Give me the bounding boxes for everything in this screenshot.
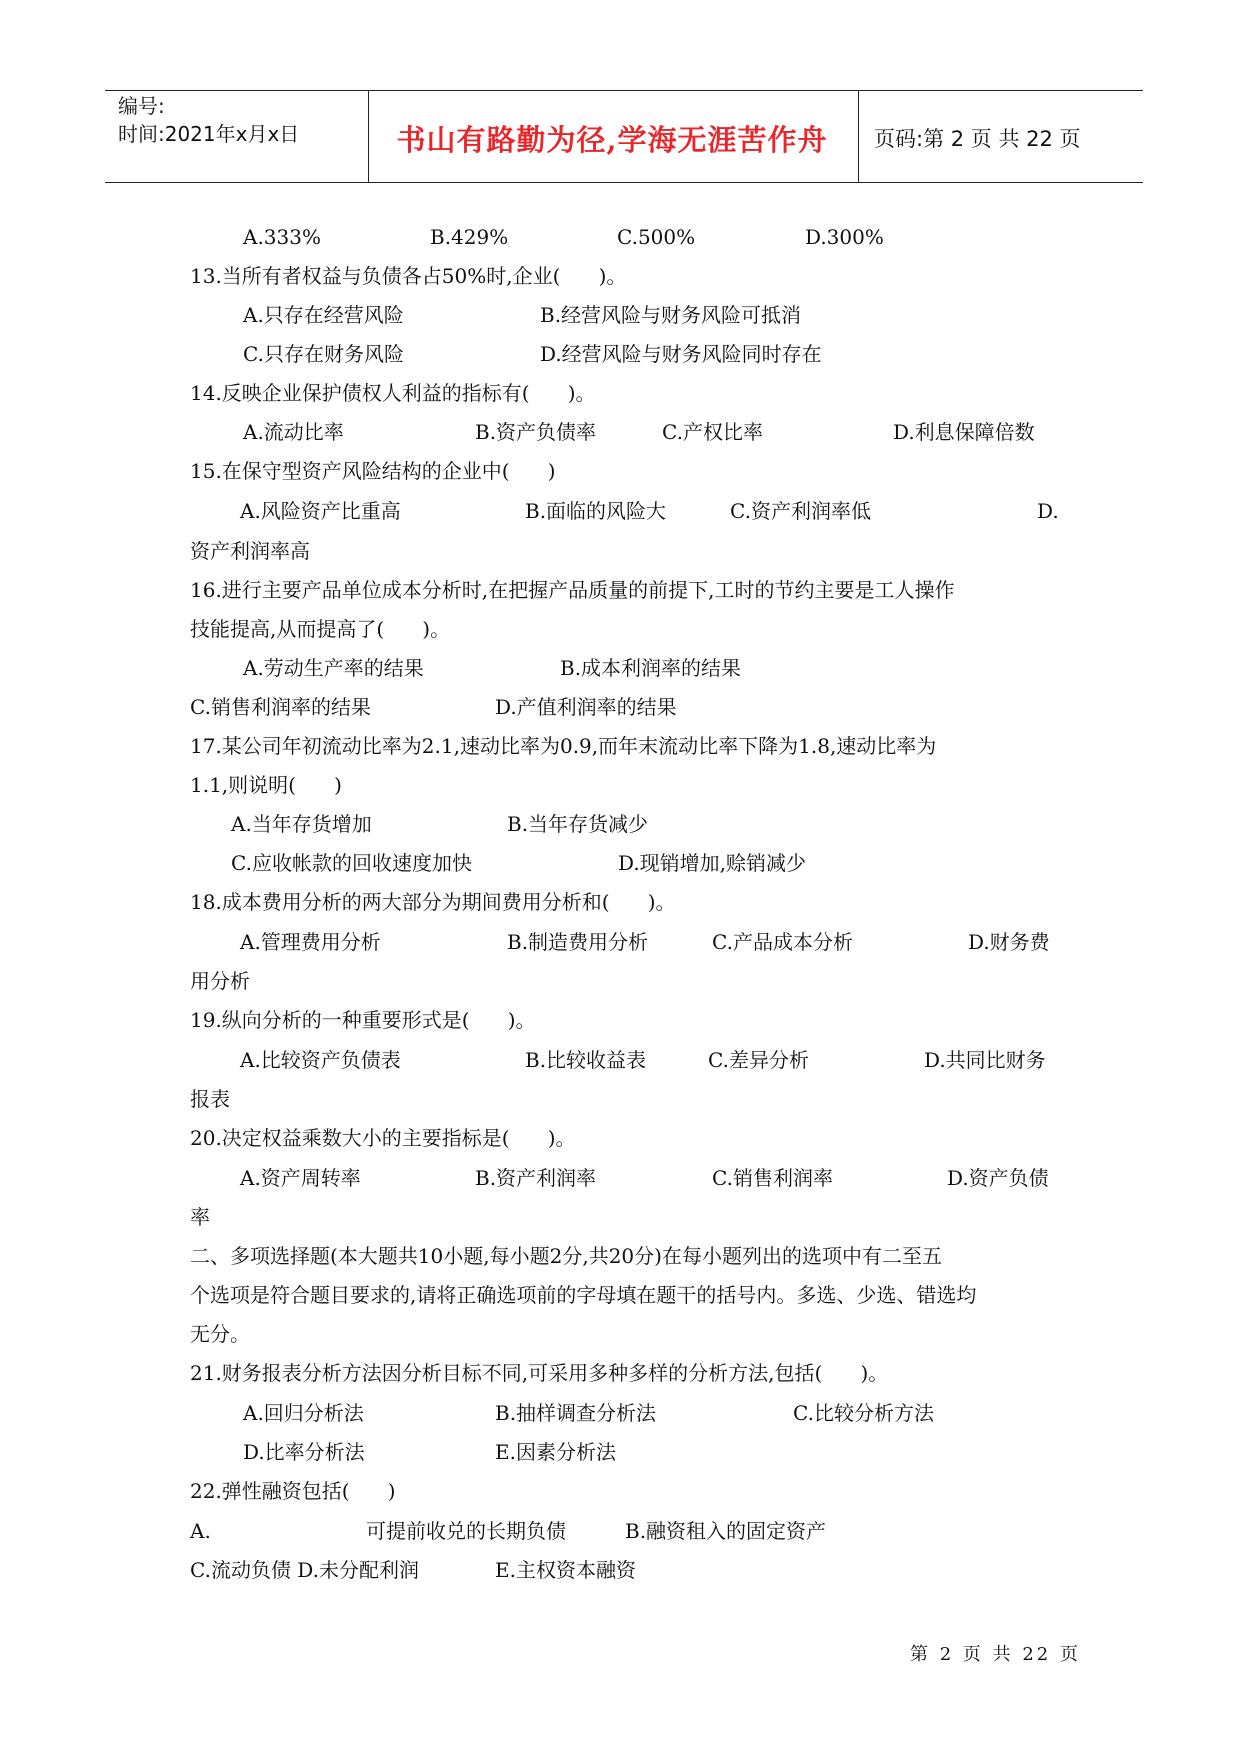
q22-stem: 22.弹性融资包括( )	[190, 1479, 396, 1503]
q19-option-b: B.比较收益表	[525, 1048, 647, 1072]
header-page-label: 页码:第 2 页 共 22 页	[874, 127, 1081, 151]
header-top-rule	[105, 90, 1143, 91]
header-divider-left	[368, 90, 369, 182]
q15-option-d-cont: 资产利润率高	[190, 539, 310, 563]
q19-option-c: C.差异分析	[708, 1048, 809, 1072]
section2-instructions-1: 二、多项选择题(本大题共10小题,每小题2分,共20分)在每小题列出的选项中有二至五	[190, 1244, 942, 1268]
q20-option-b: B.资产利润率	[475, 1166, 597, 1190]
q13-option-b: B.经营风险与财务风险可抵消	[540, 303, 802, 327]
q19-option-d: D.共同比财务	[924, 1048, 1046, 1072]
q17-option-a: A.当年存货增加	[231, 812, 372, 836]
q18-option-d: D.财务费	[968, 930, 1050, 954]
q21-option-e: E.因素分析法	[495, 1440, 616, 1464]
q19-option-d-cont: 报表	[190, 1087, 230, 1111]
q15-option-b: B.面临的风险大	[525, 499, 667, 523]
q18-option-a: A.管理费用分析	[240, 930, 381, 954]
q15-option-a: A.风险资产比重高	[240, 499, 401, 523]
q16-option-d: D.产值利润率的结果	[495, 695, 677, 719]
q13-option-c: C.只存在财务风险	[243, 342, 404, 366]
q12-option-d: D.300%	[805, 225, 884, 249]
q21-stem: 21.财务报表分析方法因分析目标不同,可采用多种多样的分析方法,包括( )。	[190, 1361, 889, 1385]
q16-stem-1: 16.进行主要产品单位成本分析时,在把握产品质量的前提下,工时的节约主要是工人操作	[190, 578, 955, 602]
q14-stem: 14.反映企业保护债权人利益的指标有( )。	[190, 381, 596, 405]
q22-option-a: A.	[190, 1519, 211, 1543]
q13-option-a: A.只存在经营风险	[243, 303, 404, 327]
q21-option-b: B.抽样调查分析法	[495, 1401, 657, 1425]
q17-option-d: D.现销增加,赊销减少	[618, 851, 807, 875]
q12-option-b: B.429%	[430, 225, 509, 249]
q14-option-a: A.流动比率	[243, 420, 344, 444]
q20-option-d: D.资产负债	[947, 1166, 1049, 1190]
q20-option-d-cont: 率	[190, 1205, 210, 1229]
section2-instructions-2: 个选项是符合题目要求的,请将正确选项前的字母填在题干的括号内。多选、少选、错选均	[190, 1283, 977, 1307]
time-label: 时间:2021年x月x日	[118, 122, 300, 146]
q14-option-d: D.利息保障倍数	[893, 420, 1035, 444]
header-bottom-rule	[105, 182, 1143, 183]
q18-option-c: C.产品成本分析	[712, 930, 853, 954]
q20-stem: 20.决定权益乘数大小的主要指标是( )。	[190, 1126, 576, 1150]
q15-stem: 15.在保守型资产风险结构的企业中( )	[190, 459, 556, 483]
q17-stem-2: 1.1,则说明( )	[190, 773, 342, 797]
q18-option-d-cont: 用分析	[190, 969, 250, 993]
header-info	[118, 92, 299, 148]
q21-option-c: C.比较分析方法	[793, 1401, 934, 1425]
q18-option-b: B.制造费用分析	[507, 930, 649, 954]
q21-option-a: A.回归分析法	[243, 1401, 364, 1425]
q16-option-c: C.销售利润率的结果	[190, 695, 371, 719]
q17-stem-1: 17.某公司年初流动比率为2.1,速动比率为0.9,而年末流动比率下降为1.8,速动比率为	[190, 734, 937, 758]
q17-option-b: B.当年存货减少	[507, 812, 649, 836]
q14-option-c: C.产权比率	[662, 420, 763, 444]
q16-option-b: B.成本利润率的结果	[560, 656, 742, 680]
q13-stem: 13.当所有者权益与负债各占50%时,企业( )。	[190, 264, 627, 288]
q19-option-a: A.比较资产负债表	[240, 1048, 401, 1072]
q17-option-c: C.应收帐款的回收速度加快	[231, 851, 472, 875]
q20-option-c: C.销售利润率	[712, 1166, 833, 1190]
q15-option-d: D.	[1037, 499, 1059, 523]
q13-option-d: D.经营风险与财务风险同时存在	[540, 342, 822, 366]
header-divider-right	[858, 90, 859, 182]
q20-option-a: A.资产周转率	[240, 1166, 361, 1190]
q14-option-b: B.资产负债率	[475, 420, 597, 444]
q15-option-c: C.资产利润率低	[730, 499, 871, 523]
q22-option-c-d: C.流动负债 D.未分配利润	[190, 1558, 419, 1582]
q16-stem-2: 技能提高,从而提高了( )。	[190, 617, 451, 641]
q12-option-a: A.333%	[243, 225, 321, 249]
q16-option-a: A.劳动生产率的结果	[243, 656, 424, 680]
q19-stem: 19.纵向分析的一种重要形式是( )。	[190, 1008, 536, 1032]
code-label: 编号:	[118, 94, 165, 118]
q21-option-d: D.比率分析法	[243, 1440, 365, 1464]
q12-option-c: C.500%	[617, 225, 696, 249]
q22-option-a-text: 可提前收兑的长期负债	[366, 1519, 566, 1543]
q22-option-b: B.融资租入的固定资产	[625, 1519, 827, 1543]
q22-option-e: E.主权资本融资	[495, 1558, 636, 1582]
header-motto: 书山有路勤为径,学海无涯苦作舟	[396, 123, 828, 157]
page-footer: 第 2 页 共 22 页	[910, 1644, 1081, 1665]
q18-stem: 18.成本费用分析的两大部分为期间费用分析和( )。	[190, 890, 676, 914]
section2-instructions-3: 无分。	[190, 1322, 250, 1346]
